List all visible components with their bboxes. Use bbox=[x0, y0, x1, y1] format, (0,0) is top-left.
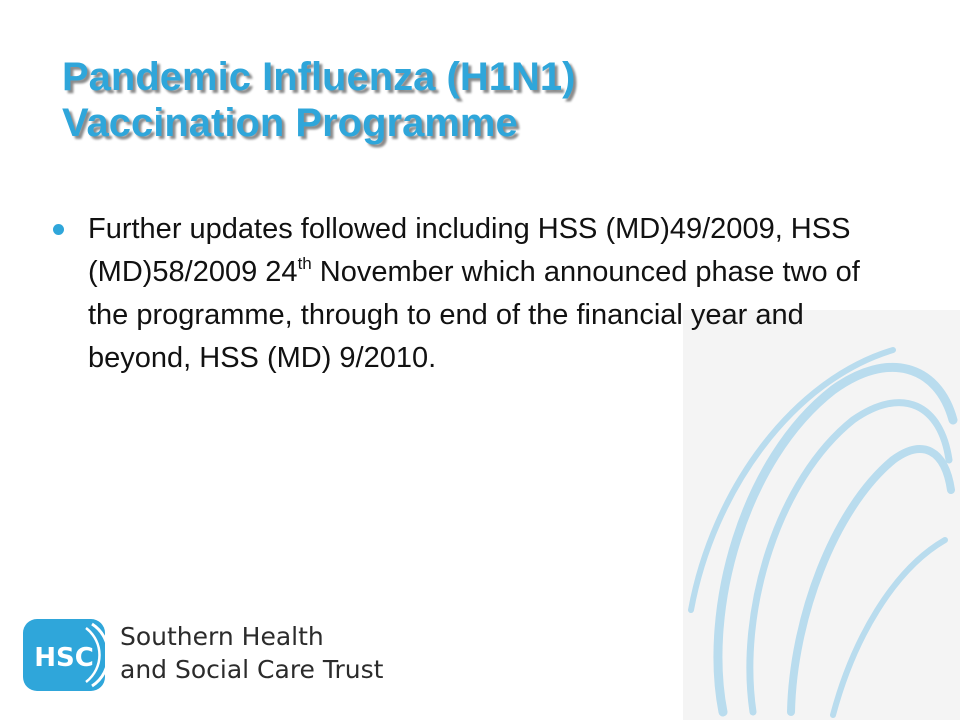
title-line-1: Pandemic Influenza (H1N1) bbox=[62, 55, 576, 99]
logo-badge-text: HSC bbox=[34, 643, 94, 673]
bullet-text-part-2: November which announced phase two of the programme, through to end of the financial year and beyond, HSS (MD) 9/2010. bbox=[88, 256, 860, 374]
logo-line-1: Southern Health bbox=[120, 622, 324, 651]
title-line-2: Vaccination Programme bbox=[62, 101, 518, 145]
bullet-text-part-1: Further updates followed including HSS (MD)49/2009, HSS (MD)58/2009 24 bbox=[88, 213, 851, 288]
bullet-dot-icon bbox=[53, 224, 64, 235]
bullet-superscript: th bbox=[297, 254, 312, 273]
bullet-item bbox=[48, 208, 888, 380]
bullet-list bbox=[48, 208, 888, 380]
organisation-logo bbox=[22, 618, 382, 692]
logo-wordmark bbox=[120, 620, 383, 686]
logo-line-2: and Social Care Trust bbox=[120, 655, 384, 684]
hsc-logo-badge-icon bbox=[22, 618, 120, 692]
slide-title bbox=[62, 54, 882, 146]
